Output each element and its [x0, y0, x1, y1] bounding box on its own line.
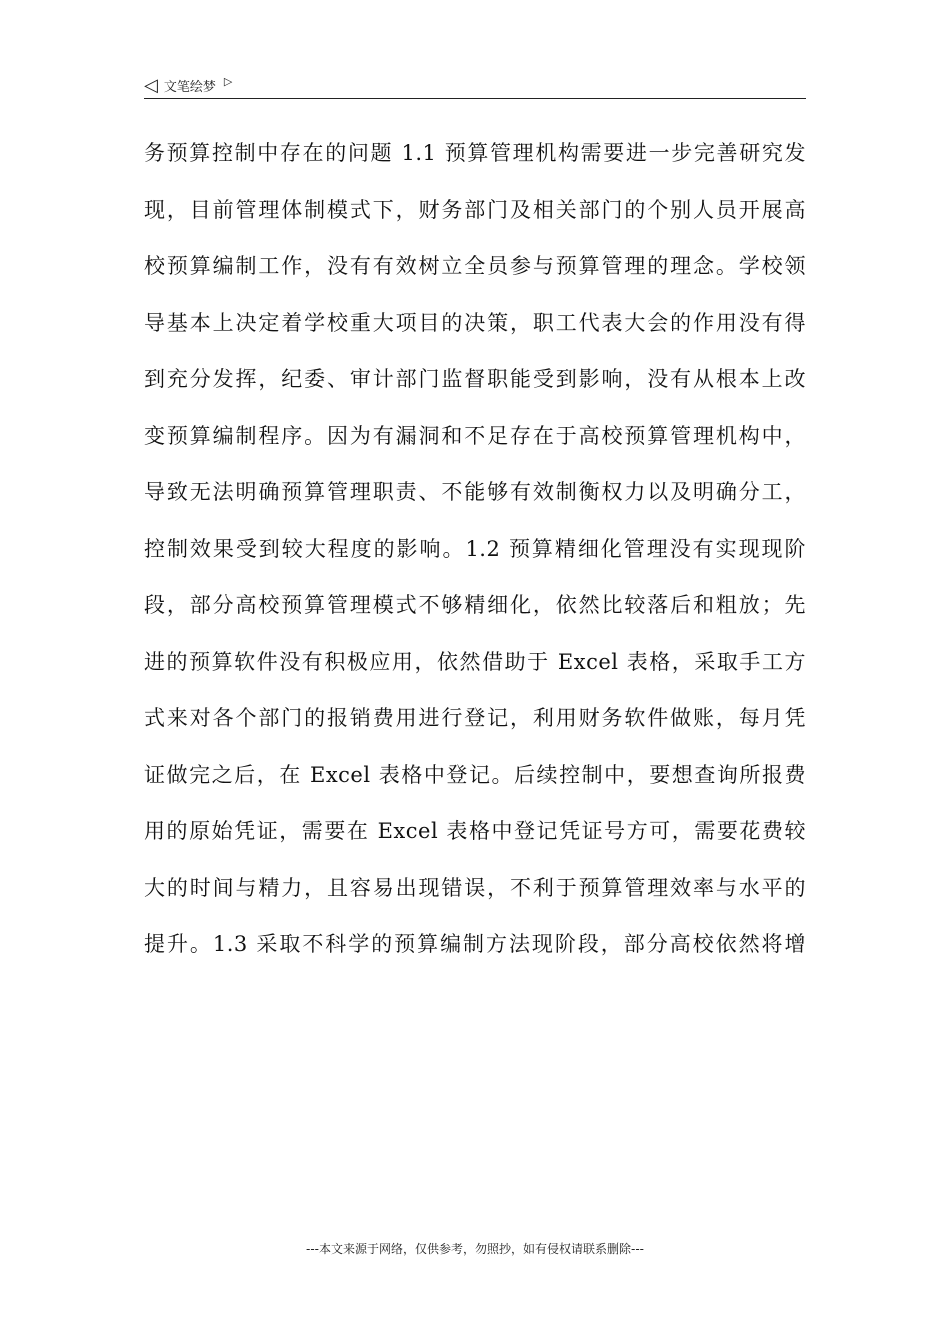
text-line: 大的时间与精力，且容易出现错误，不利于预算管理效率与水平的: [144, 875, 806, 900]
brand: [144, 76, 232, 95]
left-triangle-icon: ◁: [144, 74, 158, 96]
text-line: 进的预算软件没有积极应用，依然借助于 Excel 表格，采取手工方: [144, 649, 806, 674]
document-body: [144, 133, 806, 981]
text-line: 导基本上决定着学校重大项目的决策，职工代表大会的作用没有得: [144, 310, 806, 335]
text-line: 务预算控制中存在的问题 1.1 预算管理机构需要进一步完善研究发: [144, 141, 806, 165]
text-line: 校预算编制工作，没有有效树立全员参与预算管理的理念。学校领: [144, 254, 806, 278]
text-line: 段，部分高校预算管理模式不够精细化，依然比较落后和粗放；先: [144, 593, 806, 617]
footer-disclaimer: ---本文来源于网络，仅供参考，勿照抄，如有侵权请联系删除---: [306, 1242, 644, 1256]
text-line: 现，目前管理体制模式下，财务部门及相关部门的个别人员开展高: [144, 197, 806, 222]
text-line: 用的原始凭证，需要在 Excel 表格中登记凭证号方可，需要花费较: [144, 819, 806, 843]
page-header: [144, 72, 806, 99]
text-line: 式来对各个部门的报销费用进行登记，利用财务软件做账，每月凭: [144, 706, 806, 730]
right-triangle-icon: ▷: [223, 75, 233, 88]
text-line: 到充分发挥，纪委、审计部门监督职能受到影响，没有从根本上改: [144, 367, 806, 391]
text-line: 变预算编制程序。因为有漏洞和不足存在于高校预算管理机构中，: [144, 423, 806, 448]
text-line: 提升。1.3 采取不科学的预算编制方法现阶段，部分高校依然将增: [144, 932, 806, 956]
text-line: 导致无法明确预算管理职责、不能够有效制衡权力以及明确分工，: [144, 480, 806, 504]
text-line: 控制效果受到较大程度的影响。1.2 预算精细化管理没有实现现阶: [144, 536, 806, 561]
text-line: 证做完之后，在 Excel 表格中登记。后续控制中，要想查询所报费: [144, 762, 806, 787]
brand-name: 文笔绘梦: [163, 80, 216, 95]
